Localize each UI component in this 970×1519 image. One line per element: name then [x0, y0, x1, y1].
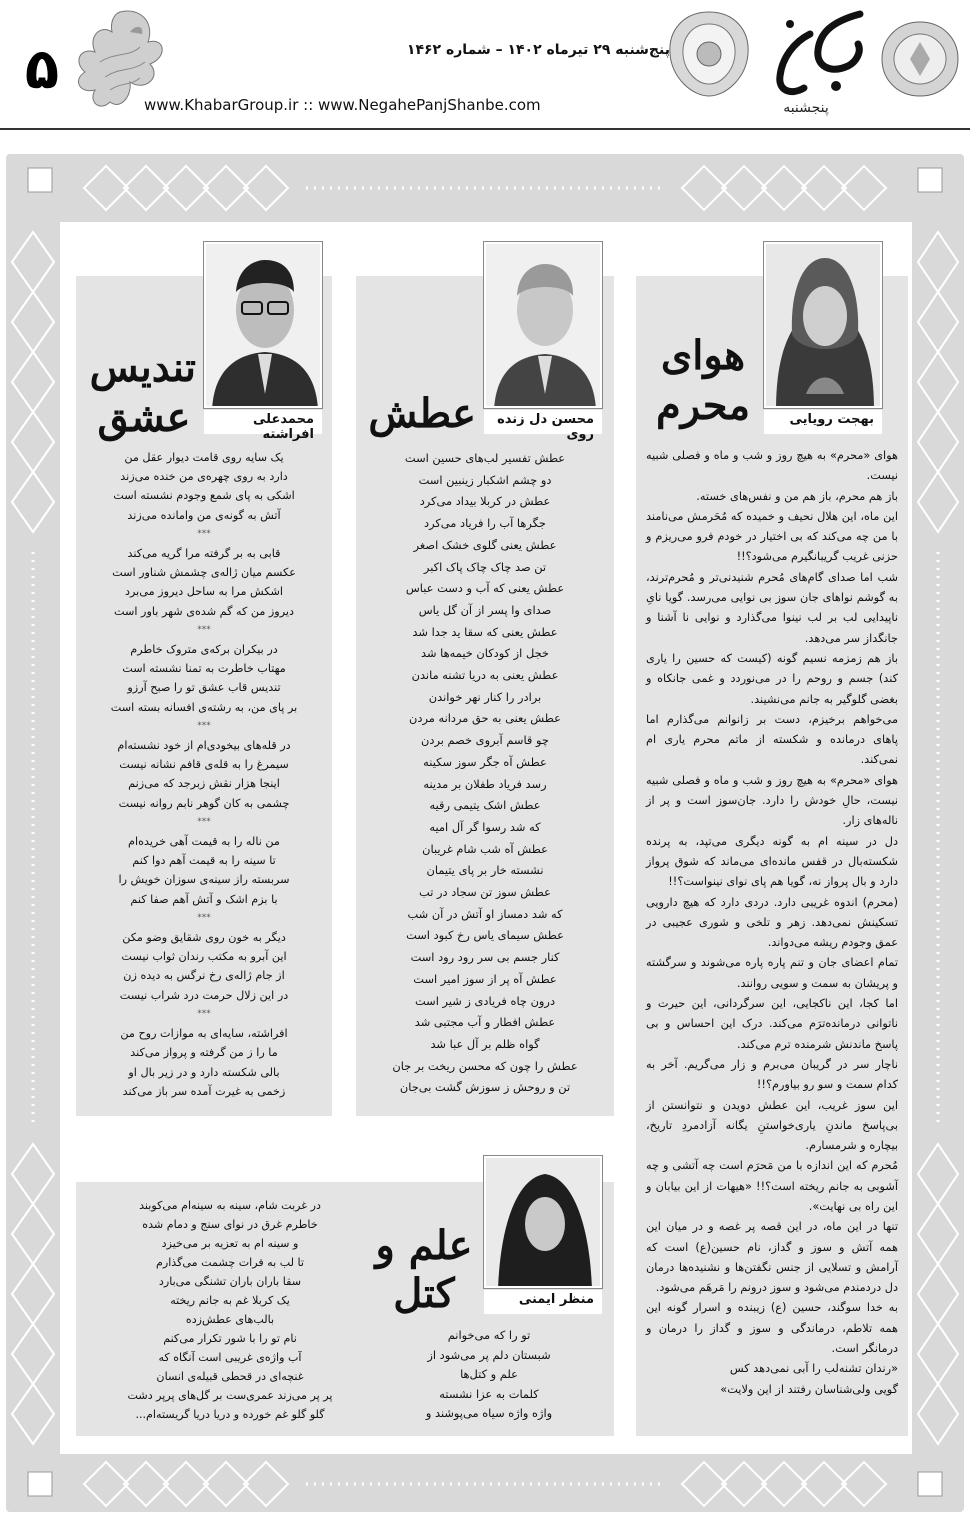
text-line: عطش آه جگر سوز سکینه — [423, 754, 547, 769]
header-divider — [0, 128, 970, 130]
text-line: عطش در کربلا بیداد می‌کرد — [419, 494, 551, 509]
right-diamond-border — [912, 222, 964, 1454]
verse-line: سربسته راز سینه‌ی سوزان خویش را — [118, 873, 290, 887]
stanza-separator: *** — [197, 528, 211, 539]
text-line: رسد فریاد طفلان بر مدینه — [423, 776, 547, 791]
stanza-separator: *** — [197, 912, 211, 923]
bottom-diamond-border — [6, 1454, 964, 1512]
text-line: در غربت شام، سینه به سینه‌ام می‌کوبند — [139, 1199, 321, 1212]
paisley-ornament-icon — [664, 8, 754, 100]
article-title-line1: هوای — [660, 332, 746, 379]
text-line: عطش یعنی به دریا تشنه ماندن — [411, 668, 559, 683]
text-line: دو چشم اشکبار زینبین است — [418, 472, 552, 487]
text-line: خاطرم غرق در نوای سنج و دمام شده — [142, 1218, 318, 1231]
author-name: منظر ایمنی — [484, 1290, 602, 1314]
stanza-separator: *** — [197, 720, 211, 731]
text-line: این سوز غریب، این عطش دویدن و نتوانستن از بی‌پاسخ ماندنِ یاری‌خواستنِ یگانه آزادمردِ تاریخ، بیچاره و شرمسارم. — [646, 1098, 898, 1153]
text-line: «رندان تشنه‌لب را آبی نمی‌دهد کس — [729, 1362, 898, 1376]
author-photo-behjat — [764, 242, 882, 408]
verse-line: دیروز من که گم شده‌ی شهر باور است — [114, 604, 294, 618]
verse-line: با بزم اشک و آتش آهم صفا کنم — [130, 892, 278, 906]
text-line: سقا باران باران تشنگی می‌بارد — [158, 1275, 302, 1288]
text-line: و سینه ام به تعزیه بر می‌خیزد — [161, 1237, 299, 1250]
verse-line: سیمرغ را به قله‌ی قافم نشانه نیست — [119, 758, 289, 772]
verse-line: دیگر به خون روی شقایق وضو مکن — [122, 931, 286, 945]
text-line: پر پر می‌زند عمری‌ست بر گل‌های پرپر دشت — [127, 1389, 333, 1402]
portrait-man-glasses-icon — [206, 244, 322, 408]
author-photo-manzar — [484, 1156, 602, 1288]
text-line: خجل از کودکان خیمه‌ها شد — [421, 646, 549, 661]
verse-line: تندیس قاب عشق تو را صبح آرزو — [127, 681, 281, 695]
text-line: مُحرم که این اندازه با من مَحرَم است چه آتشی و چه آشوبی به جانم ریخته است؟!! «هیهات از این بیابان و این راه بی نهایت». — [646, 1159, 898, 1213]
stanza-separator: *** — [197, 1008, 211, 1019]
poem-body-part2 — [90, 1196, 370, 1430]
text-line: شب اما صدای گام‌های مُحرم شنیدنی‌تر و مُحرم‌ترند، به گوشم نواهای جان سوز بی نوایی می‌رسد. گویا نایِ ناپیدایی لب بر لب نینوا می‌گذارد و نوایی نا آشنا و جانگداز سر می‌دهد. — [646, 570, 898, 645]
text-line: تن صد چاک چاک پاک اکبر — [423, 559, 547, 574]
verse-line: بالی شکسته دارد و در زیر بال او — [128, 1065, 280, 1079]
text-line: واژه واژه سیاه می‌پوشند و — [425, 1406, 553, 1420]
poem-title-line2: کتل — [393, 1270, 455, 1317]
text-line: که شد دمساز او آتش در آن شب — [407, 906, 563, 921]
text-line: عطش آه پر از سوز امیر است — [413, 971, 557, 986]
text-line: که شد رسوا گر آل امیه — [429, 819, 541, 834]
article-body — [646, 446, 898, 1430]
text-line: برادر را کنار نهر خواندن — [428, 689, 542, 704]
verse-line: عکسم میان ژاله‌ی چشمش شناور است — [112, 566, 296, 580]
text-line: عطش یعنی گلوی خشک اصغر — [413, 537, 557, 552]
text-line: نشسته خار بر پای یتیمان — [426, 863, 544, 878]
top-diamond-border — [6, 154, 964, 222]
text-line: تمام اعضای جان و تنم پاره پاره می‌شوند و سرگشته و پریشان به سمت و سویی روانند. — [646, 956, 898, 990]
author-photo-mohammadali — [204, 242, 322, 408]
text-line: عطش سوز تن سجاد در تب — [419, 885, 551, 900]
verse-line: چشمی به کان گوهر نابم روانه نیست — [118, 796, 290, 810]
left-diamond-border — [6, 222, 60, 1454]
text-line: نام تو را با شور تکرار می‌کنم — [163, 1332, 297, 1345]
text-line: گواه ظلم بر آل عبا شد — [430, 1036, 540, 1051]
text-line: اما کجا، این ناکجایی، این سرگردانی، این حیرت و ناتوانی درمانده‌ترَم می‌کند. درک این احساس و بی پاسخ ماندنش شرمنده ترم می‌کند. — [646, 997, 898, 1051]
text-line: عطش را چون که محسن ریخت بر جان — [392, 1058, 578, 1073]
poem-body — [366, 448, 604, 1114]
text-line: آب واژه‌ی غریبی است آنگاه که — [158, 1351, 302, 1364]
portrait-woman-hijab-icon — [486, 1158, 602, 1288]
poem-body-part1 — [380, 1326, 598, 1432]
verse-line: بر پای من، به رشته‌ی افسانه بسته است — [110, 700, 298, 714]
text-line: گویی ولی‌شناسان رفتند از این ولایت» — [720, 1382, 898, 1396]
website-links[interactable]: www.KhabarGroup.ir :: www.NegahePanjShanbe.com — [144, 96, 541, 114]
text-line: عطش یعنی که آب و دست عباس — [405, 581, 565, 596]
text-line: تنها در این ماه، در این قصه پر غصه و در میان این همه آتش و سوز و گداز، نام حسین(ع) است که آرامش و تسلایی از جنس نگفتن‌ها و نشنیده‌ها درمان دل دردمندم می‌شود و سوز درونم را مَرهَم می‌شود. — [646, 1220, 898, 1295]
text-line: عطش اشک یتیمی رقیه — [429, 798, 541, 813]
article-title-line2: محرم — [655, 382, 751, 429]
text-line: تو را که می‌خوانم — [447, 1328, 531, 1342]
text-line: کلمات به عزا نشسته — [439, 1386, 539, 1401]
text-line: این ماه، این هلال نحیف و خمیده که مُحَرمش می‌نامند با من چه می‌کند که بی اختیار در خودم فرو می‌ریزم و حزنی غریب گریبانگیرم می‌شود؟!! — [646, 509, 898, 564]
text-line: جگرها آب را فریاد می‌کرد — [424, 516, 546, 531]
verse-line: اینجا هزار نقش زبرجد که می‌زنم — [128, 777, 280, 791]
verse-line: این آبرو به مکتب رندان ثواب نیست — [121, 950, 287, 964]
text-line: عطش افطار و آب مجتبی شد — [414, 1015, 556, 1030]
verse-line: در این زلال حرمت درد شراب نیست — [119, 988, 289, 1002]
text-line: یک کربلا غم به جانم ریخته — [170, 1294, 290, 1307]
verse-line: تا سینه را به قیمت آهم دوا کنم — [132, 854, 276, 868]
stanza-separator: *** — [197, 816, 211, 827]
text-line: عطش یعنی که سقا ید جدا شد — [412, 624, 558, 639]
text-line: تن و روحش ز سوزش گشت بی‌جان — [399, 1080, 571, 1095]
text-line: عطش تفسیر لب‌های حسین است — [404, 451, 566, 465]
poem-title: عطش — [368, 390, 476, 437]
issue-date-line: پنج‌شنبه ۲۹ تیرماه ۱۴۰۲ – شماره ۱۴۶۲ — [406, 42, 670, 58]
verse-line: یک سایه روی قامت دیوار عقل من — [124, 451, 284, 464]
verse-line: من ناله را به قیمت آهی خریده‌ام — [128, 835, 280, 849]
poem-title-line1: علم و — [375, 1222, 473, 1269]
author-name: محسن دل زنده روی — [484, 410, 602, 434]
text-line: چو قاسم آبروی خصم بردن — [421, 733, 549, 748]
author-name: محمدعلی افراشته — [204, 410, 322, 434]
text-line: گلو گلو غم خورده و دریا دریا گریسته‌ام... — [135, 1408, 325, 1421]
masthead-logo — [760, 4, 880, 104]
verse-line: زخمی به غیرت آمده سر باز می‌کند — [122, 1084, 286, 1098]
decorative-medallion-icon — [880, 20, 960, 98]
text-line: تا لب به فرات چشمت می‌گذارم — [155, 1256, 305, 1269]
verse-line: اشکی به پای شمع وجودم نشسته است — [113, 489, 295, 503]
verse-line: از جام ژاله‌ی رخ نرگس به دیده زن — [123, 969, 285, 983]
verse-line: افراشته، سایه‌ای به موازات روح من — [120, 1027, 288, 1041]
text-line: (محرم) اندوه غریبی دارد. دردی دارد که هیچ دارویی تسکینش نمی‌دهد. زهر و تلخی و شوری عجیبی در عمق وجودم ریشه می‌دواند. — [646, 895, 898, 950]
text-line: درون چاه فریادی ز شیر است — [414, 993, 556, 1008]
text-line: دل در سینه ام به گونه دیگری می‌تپد، به پرنده شکسته‌بال در قفس مانده‌ای می‌ماند که شوق پرواز دارد و بال پرواز نه، گویا هم پای نوای نینواست؟!! — [646, 834, 898, 889]
verse-line: مهتاب خاطرت به تمنا نشسته است — [122, 662, 286, 676]
verse-line: در بیکران برکه‌ی متروک خاطرم — [130, 643, 278, 657]
text-line: کنار جسم بی سر رود رود است — [410, 950, 560, 965]
poem-title-line2: عشق — [97, 394, 191, 441]
text-line: صدای وا پسر از آن گل یاس — [418, 602, 552, 617]
text-line: عطش سیمای یاس رخ کبود است — [406, 928, 564, 943]
text-line: به خدا سوگند، حسین (ع) زیبنده و اسرار گونه این همه تلاطم، درماندگی و سوز و گداز را درمان و درمانگر است. — [646, 1301, 898, 1356]
verse-line: اشکش مرا به ساحل دیروز می‌برد — [125, 585, 283, 599]
author-name: بهجت رویایی — [764, 410, 882, 434]
text-line: عطش یعنی به حق مردانه مردن — [409, 711, 561, 726]
verse-line: ما را ز من گرفته و پرواز می‌کند — [130, 1046, 278, 1060]
poem-title-line1: تندیس — [89, 344, 196, 391]
page-header — [0, 0, 970, 138]
text-line: بالب‌های عطش‌زده — [185, 1313, 275, 1326]
verse-line: قابی به بر گرفته مرا گریه می‌کند — [127, 547, 281, 561]
text-line: می‌خواهم برخیزم، دست بر زانوانم می‌گذارم اما پاهای درمانده و شکسته از ماتم محرم یاری ام نمی‌کند. — [646, 712, 898, 767]
text-line: هوای «محرم» به هیچ روز و شب و ماه و فصلی شبیه نیست، حالِ خودش را دارد. جان‌سوز است و پر از ناله‌های زار. — [646, 773, 898, 828]
text-line: ناچار سر در گریبان می‌برم و زار می‌گریم. آخر به کدام سمت و سو رو بیاورم؟!! — [646, 1057, 898, 1092]
text-line: غنچه‌ای در قحطی قبیله‌ی انسان — [156, 1370, 304, 1383]
text-line: هوای «محرم» به هیچ روز و شب و ماه و فصلی شبیه نیست. — [646, 449, 898, 483]
text-line: باز هم زمزمه نسیم گونه (کیست که حسین را یاری کند) جسم و روحم را در می‌نوردد و غمی جانکاه و بغضی گلوگیر به جانم می‌نشیند. — [646, 651, 898, 706]
text-line: باز هم محرم، باز هم من و نفس‌های خسته. — [696, 489, 898, 503]
verse-line: در قله‌های بیخودی‌ام از خود نشسته‌ام — [117, 739, 291, 753]
page-number: ۵ — [24, 37, 60, 102]
verse-line: آتش به گونه‌ی من وامانده می‌زند — [127, 508, 281, 522]
stanza-separator: *** — [197, 624, 211, 635]
verse-line: دارد به روی چهره‌ی من خنده می‌زند — [120, 470, 288, 484]
author-photo-mohsen — [484, 242, 602, 408]
portrait-woman-icon — [766, 244, 882, 408]
masthead-subtitle: پنجشنبه — [783, 100, 829, 116]
portrait-man-icon — [486, 244, 602, 408]
text-line: علم و کتل‌ها — [460, 1367, 518, 1381]
text-line: شبستان دلم پر می‌شود از — [427, 1347, 551, 1362]
text-line: عطش آه شب شام غریبان — [422, 841, 548, 856]
poem-body — [86, 448, 322, 1114]
